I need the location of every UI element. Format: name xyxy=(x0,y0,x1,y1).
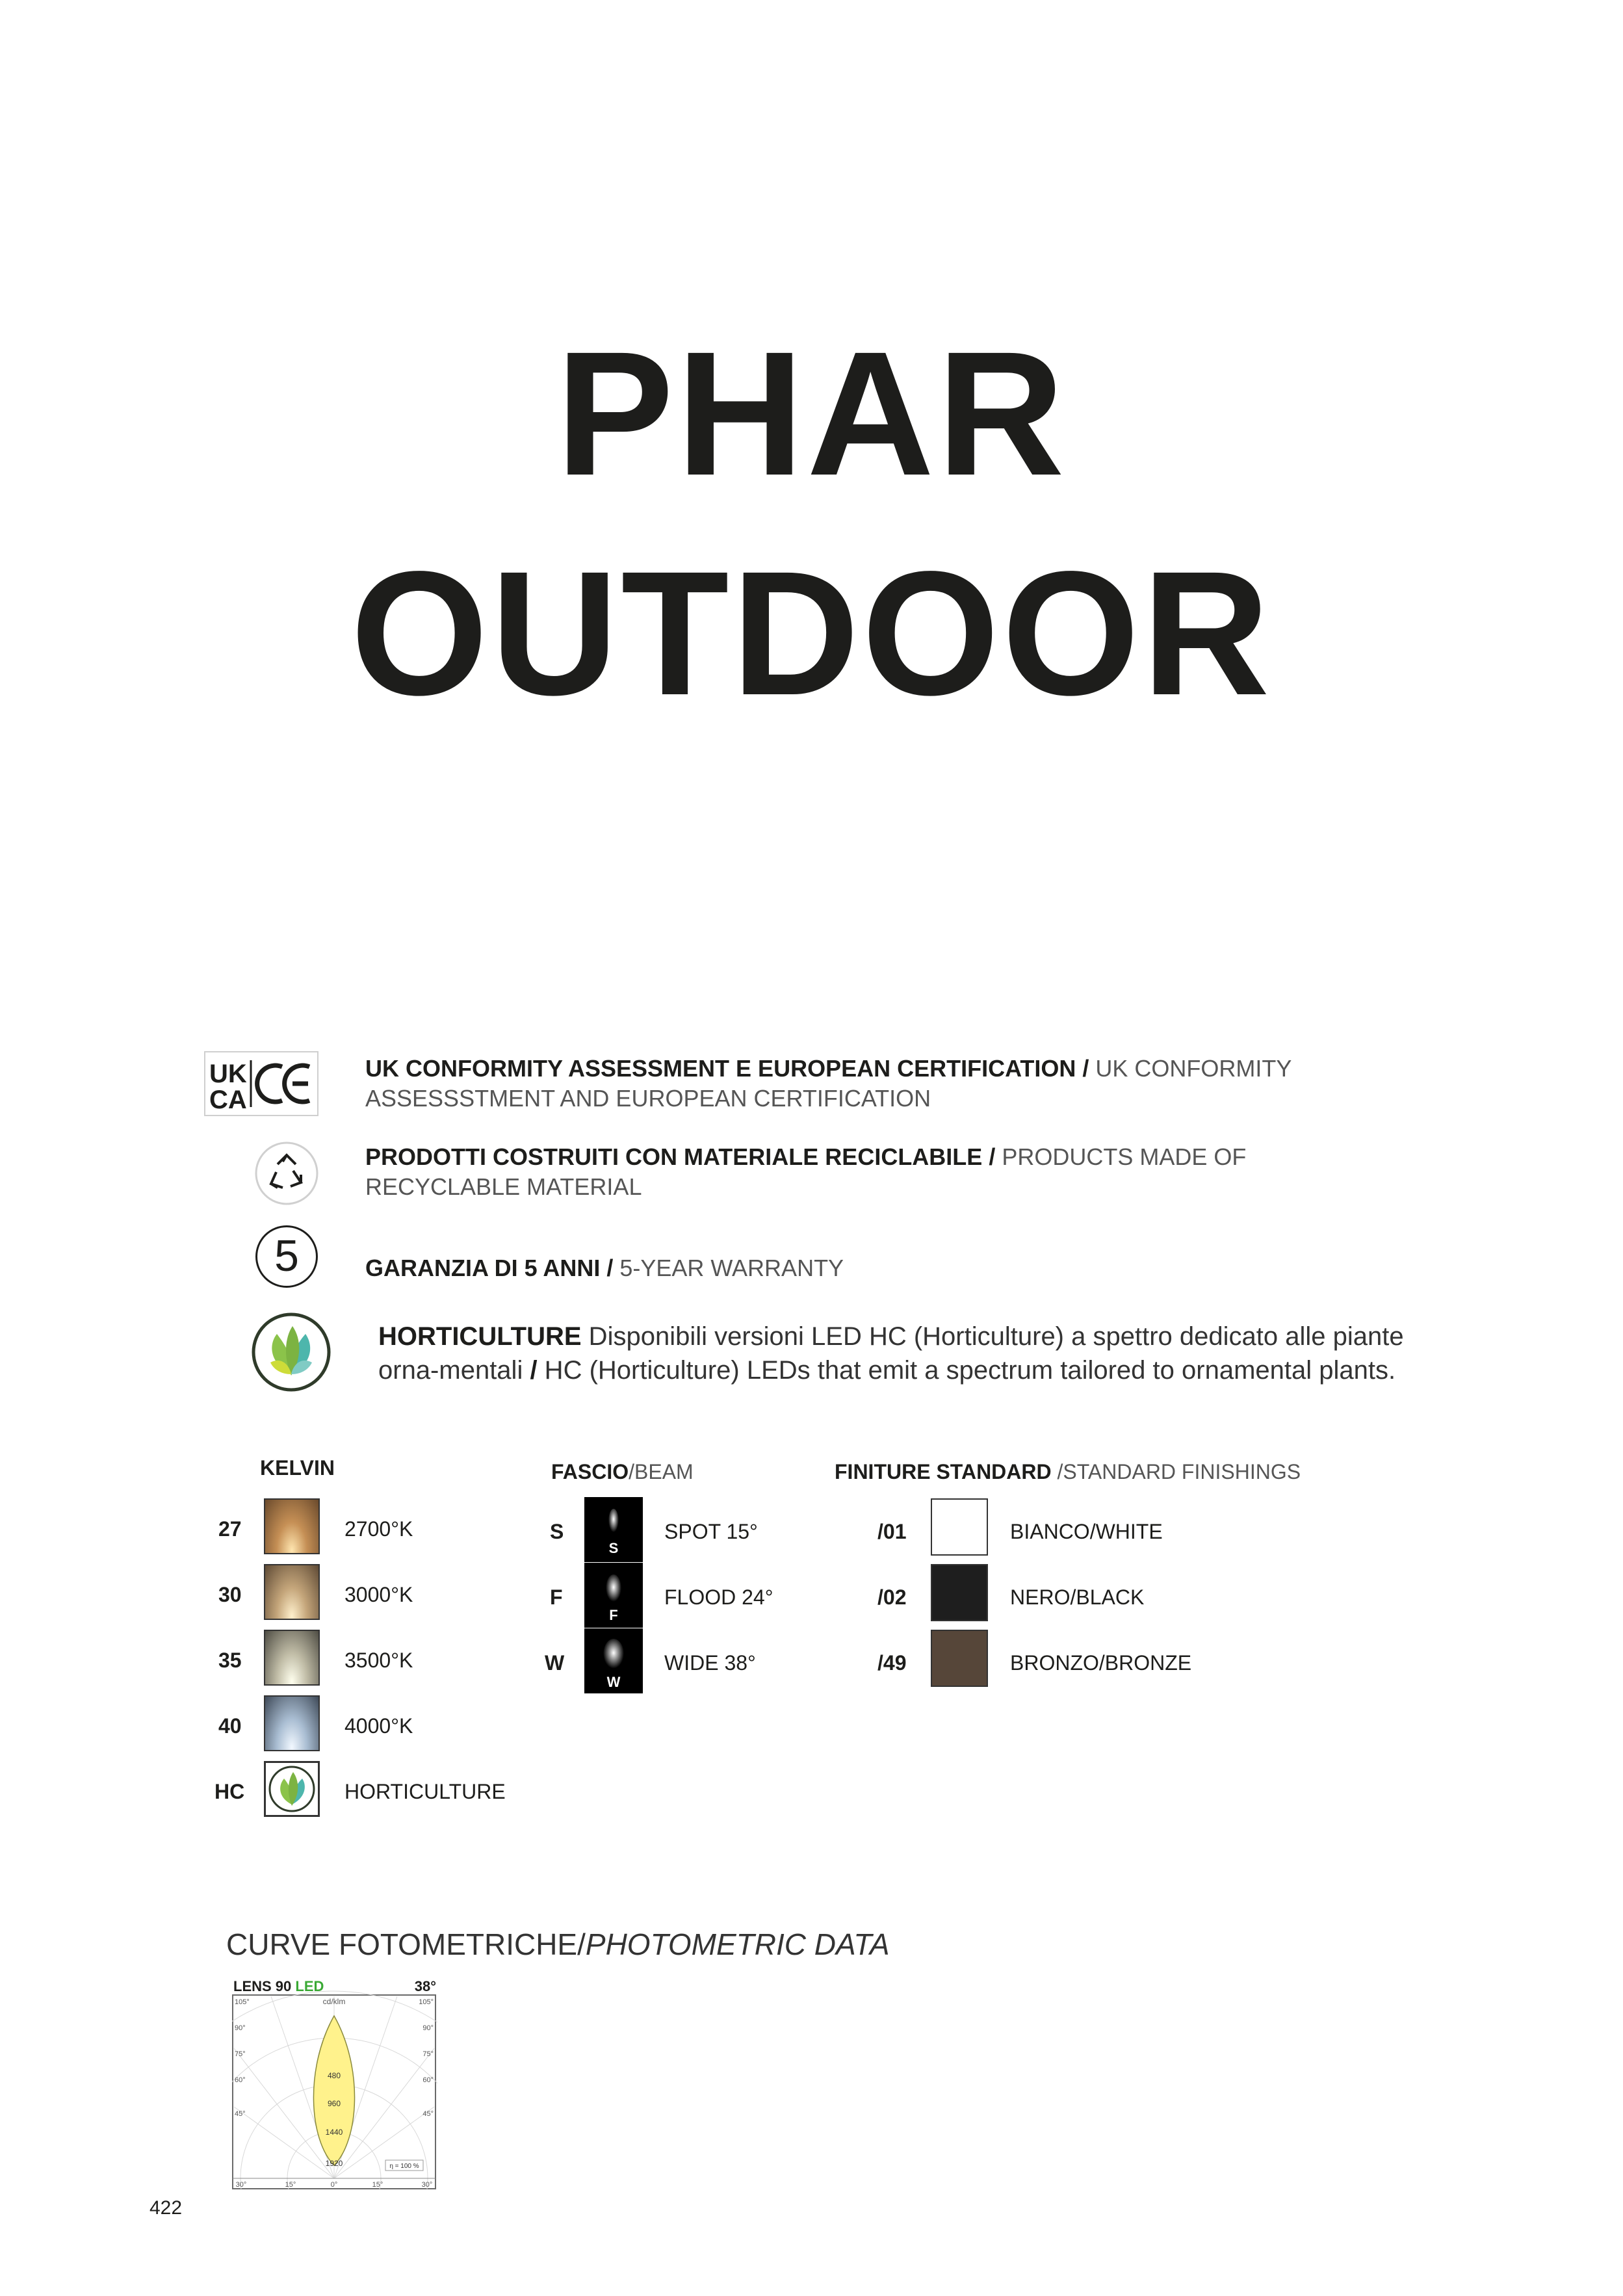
finish-label-bronze: BRONZO/BRONZE xyxy=(1010,1651,1192,1675)
chart-ring-480: 480 xyxy=(327,2071,341,2080)
beam-heading-light: /BEAM xyxy=(629,1460,694,1483)
warranty-5-icon: 5 xyxy=(255,1225,318,1288)
beam-wide-icon xyxy=(584,1628,643,1693)
kelvin-swatch-3000 xyxy=(264,1564,320,1620)
cert-recycle-separator: / xyxy=(982,1143,1002,1170)
kelvin-label-4000: 4000°K xyxy=(344,1714,413,1738)
photometric-chart xyxy=(232,1977,437,2190)
beam-spot-letter: S xyxy=(608,1540,619,1556)
finish-code-49: /49 xyxy=(877,1651,907,1675)
chart-right-angle-90: 90° xyxy=(422,2024,434,2032)
finishes-heading-light: /STANDARD FINISHINGS xyxy=(1057,1460,1301,1483)
finish-label-white: BIANCO/WHITE xyxy=(1010,1520,1163,1543)
chart-bottom-angle-30-right: 30° xyxy=(421,2181,433,2189)
cert-ukca-separator: / xyxy=(1076,1055,1096,1082)
finish-code-01: /01 xyxy=(877,1520,907,1543)
page-title-line1: PHAR xyxy=(556,315,1067,512)
cert-ukca-light: UK CONFORMITY ASSESSSTMENT AND EUROPEAN CERTIFICATION xyxy=(365,1055,1292,1112)
finish-swatch-bronze xyxy=(931,1630,988,1687)
kelvin-code-hc: HC xyxy=(214,1780,245,1803)
leaf-icon xyxy=(251,1312,331,1392)
chart-right-angle-105: 105° xyxy=(419,1998,434,2006)
chart-lens-suffix: LED xyxy=(295,1978,324,1994)
hc-leaf-icon xyxy=(266,1763,318,1815)
beam-label-flood: FLOOD 24° xyxy=(664,1585,773,1609)
finish-label-black: NERO/BLACK xyxy=(1010,1585,1145,1609)
kelvin-swatch-hc xyxy=(264,1761,320,1817)
cert-warranty-bold: GARANZIA DI 5 ANNI xyxy=(365,1255,601,1281)
beam-flood-icon xyxy=(584,1563,643,1628)
kelvin-swatch-3500 xyxy=(264,1630,320,1686)
ukca-ce-icon xyxy=(204,1051,318,1116)
beam-code-w: W xyxy=(545,1651,565,1675)
beam-wide-letter: W xyxy=(606,1674,621,1690)
svg-text:LENS 90 LED xyxy=(233,1978,324,1994)
chart-right-angle-60: 60° xyxy=(422,2076,434,2084)
cert-recycle-text xyxy=(365,1142,1366,1202)
kelvin-label-3500: 3500°K xyxy=(344,1649,413,1672)
beam-label-spot: SPOT 15° xyxy=(664,1520,758,1543)
beam-heading-bold: FASCIO xyxy=(551,1460,629,1483)
kelvin-code-27: 27 xyxy=(218,1517,242,1541)
finishes-heading-bold: FINITURE STANDARD xyxy=(835,1460,1058,1483)
chart-bottom-angle-15-right: 15° xyxy=(372,2181,383,2189)
photometric-title-upright: CURVE FOTOMETRICHE/ xyxy=(226,1927,586,1961)
finishes-heading xyxy=(835,1460,1301,1484)
chart-lens-prefix: LENS 90 xyxy=(233,1978,292,1994)
cert-recycle-bold: PRODOTTI COSTRUITI CON MATERIALE RECICLABILE xyxy=(365,1143,983,1170)
chart-unit: cd/klm xyxy=(322,1997,346,2006)
photometric-title-italic: PHOTOMETRIC DATA xyxy=(585,1927,890,1961)
cert-warranty-text xyxy=(365,1253,1366,1283)
kelvin-code-40: 40 xyxy=(218,1714,242,1738)
cert-ukca-bold: UK CONFORMITY ASSESSMENT E EUROPEAN CERTIFICATION xyxy=(365,1055,1076,1082)
cert-recycle-light: PRODUCTS MADE OF RECYCLABLE MATERIAL xyxy=(365,1143,1247,1200)
finish-swatch-black xyxy=(931,1564,988,1621)
beam-label-wide: WIDE 38° xyxy=(664,1651,756,1675)
chart-left-angle-105: 105° xyxy=(235,1998,250,2006)
recycle-icon xyxy=(254,1141,319,1206)
svg-text:CA: CA xyxy=(209,1086,247,1114)
kelvin-heading: KELVIN xyxy=(260,1456,335,1480)
kelvin-label-3000: 3000°K xyxy=(344,1583,413,1606)
horticulture-separator: / xyxy=(530,1356,538,1385)
page-number: 422 xyxy=(149,2197,183,2219)
finish-code-02: /02 xyxy=(877,1585,907,1609)
beam-code-s: S xyxy=(550,1520,564,1543)
horticulture-text xyxy=(378,1320,1418,1387)
cert-warranty-light: 5-YEAR WARRANTY xyxy=(619,1255,844,1281)
finish-swatch-white xyxy=(931,1498,988,1556)
chart-right-angle-75: 75° xyxy=(422,2050,434,2058)
kelvin-code-35: 35 xyxy=(218,1649,242,1672)
chart-left-angle-90: 90° xyxy=(235,2024,246,2032)
photometric-title xyxy=(226,1927,890,1962)
kelvin-code-30: 30 xyxy=(218,1583,242,1606)
kelvin-swatch-2700 xyxy=(264,1498,320,1554)
chart-ring-1920: 1920 xyxy=(325,2159,343,2168)
kelvin-label-hc: HORTICULTURE xyxy=(344,1780,506,1803)
chart-left-angle-75: 75° xyxy=(235,2050,246,2058)
cert-ukca-text xyxy=(365,1054,1431,1114)
chart-bottom-angle-30-left: 30° xyxy=(235,2181,247,2189)
chart-ring-1440: 1440 xyxy=(325,2128,343,2137)
beam-flood-letter: F xyxy=(609,1607,618,1623)
kelvin-swatch-4000 xyxy=(264,1695,320,1751)
kelvin-label-2700: 2700°K xyxy=(344,1517,413,1541)
horticulture-desc-en: HC (Horticulture) LEDs that emit a spectrum tailored to ornamental plants. xyxy=(537,1356,1396,1385)
chart-beam-angle: 38° xyxy=(414,1978,436,1994)
cert-warranty-separator: / xyxy=(600,1255,620,1281)
svg-text:UK: UK xyxy=(209,1060,247,1088)
page-title-line2: OUTDOOR xyxy=(350,534,1273,732)
chart-right-angle-45: 45° xyxy=(422,2110,434,2118)
chart-left-angle-60: 60° xyxy=(235,2076,246,2084)
chart-bottom-angle-0: 0° xyxy=(330,2181,338,2189)
horticulture-bold: HORTICULTURE xyxy=(378,1322,582,1351)
chart-bottom-angle-15-left: 15° xyxy=(285,2181,296,2189)
beam-heading xyxy=(551,1460,694,1484)
chart-efficiency: η = 100 % xyxy=(389,2163,419,2170)
chart-ring-960: 960 xyxy=(327,2099,341,2108)
chart-left-angle-45: 45° xyxy=(235,2110,246,2118)
beam-code-f: F xyxy=(550,1585,563,1609)
horticulture-desc-it: Disponibili versioni LED HC (Horticulture) a spettro dedicato alle piante orna-mentali xyxy=(378,1322,1404,1385)
beam-spot-icon xyxy=(584,1497,643,1562)
